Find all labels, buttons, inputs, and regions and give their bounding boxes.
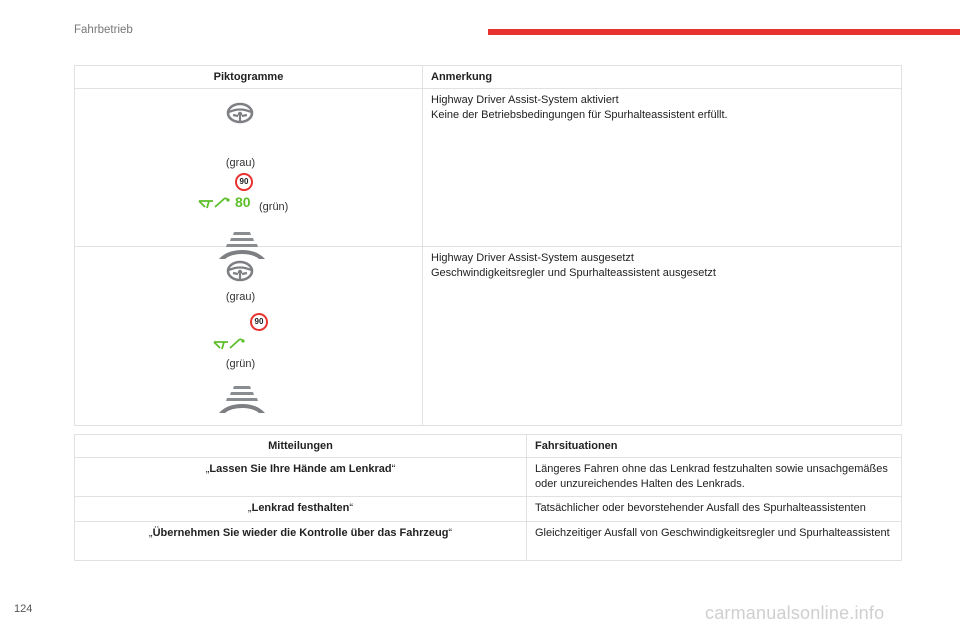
- steering-wheel-icon: [225, 102, 255, 124]
- table-header-row: [75, 66, 902, 89]
- label-green: (grün): [225, 358, 256, 370]
- pictogram-table: [74, 65, 902, 426]
- speed-limit-sign-icon: 90: [235, 173, 253, 191]
- steering-wheel-icon: [225, 260, 255, 282]
- remark-cell: [423, 89, 902, 247]
- pictogram-cell: [75, 247, 423, 426]
- message-cell: „Übernehmen Sie wieder die Kontrolle über das Fahrzeug“: [75, 522, 527, 561]
- watermark: carmanualsonline.info: [705, 603, 885, 623]
- column-header-situations: Fahrsituationen: [527, 435, 902, 458]
- column-header-pictograms: Piktogramme: [75, 66, 423, 89]
- label-grey: (grau): [225, 291, 256, 303]
- situation-cell: Tatsächlicher oder bevorstehender Ausfall des Spurhalteassistenten: [527, 497, 902, 522]
- remark-line-1: Highway Driver Assist-System aktiviert: [431, 94, 619, 106]
- remark-cell: [423, 247, 902, 426]
- speed-value: 80: [235, 194, 251, 210]
- message-cell: „Lassen Sie Ihre Hände am Lenkrad“: [75, 458, 527, 497]
- lane-keeping-icon: [212, 336, 246, 352]
- table-row: [75, 89, 902, 247]
- remark-line-2: Geschwindigkeitsregler und Spurhalteassistent ausgesetzt: [431, 267, 716, 279]
- label-grey: (grau): [225, 157, 256, 169]
- label-green: (grün): [259, 201, 289, 213]
- section-title: Fahrbetrieb: [74, 24, 133, 36]
- situation-cell: Längeres Fahren ohne das Lenkrad festzuhalten sowie unsachgemäßes oder unzureichendes Halten des Lenkrads.: [527, 458, 902, 497]
- page-number: 124: [14, 603, 33, 615]
- table-row: [75, 458, 902, 497]
- lane-keeping-icon: [197, 195, 231, 211]
- table-row: [75, 522, 902, 561]
- table-row: [75, 497, 902, 522]
- remark-line-1: Highway Driver Assist-System ausgesetzt: [431, 252, 634, 264]
- messages-table: [74, 434, 902, 561]
- table-header-row: [75, 435, 902, 458]
- speed-limit-sign-icon: 90: [250, 313, 268, 331]
- remark-line-2: Keine der Betriebsbedingungen für Spurhalteassistent erfüllt.: [431, 109, 728, 121]
- table-row: [75, 247, 902, 426]
- road-lanes-icon: [217, 384, 267, 414]
- column-header-messages: Mitteilungen: [75, 435, 527, 458]
- pictogram-cell: [75, 89, 423, 247]
- message-cell: „Lenkrad festhalten“: [75, 497, 527, 522]
- column-header-remark: Anmerkung: [423, 66, 902, 89]
- header-accent-bar: [488, 29, 960, 35]
- situation-cell: Gleichzeitiger Ausfall von Geschwindigkeitsregler und Spurhalteassistent: [527, 522, 902, 561]
